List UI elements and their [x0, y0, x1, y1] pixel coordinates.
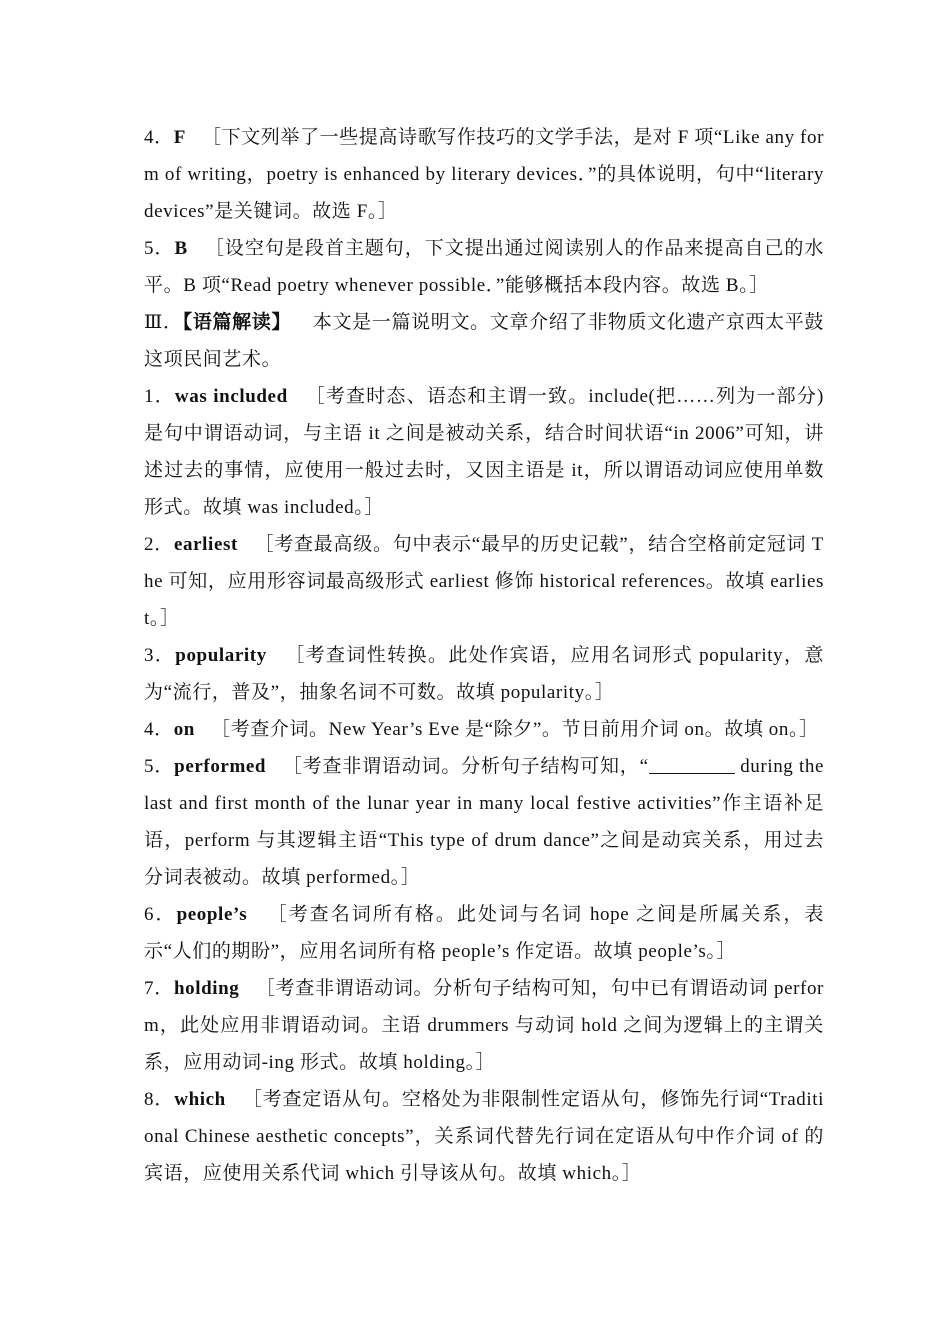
item-number: 3． — [144, 645, 176, 666]
answer-item-4 — [144, 711, 824, 748]
item-number: 6． — [144, 904, 177, 925]
answer-key-content — [144, 119, 824, 1192]
fill-blank-line — [649, 751, 735, 774]
section-summary: 本文是一篇说明文。文章介绍了非物质文化遗产京西太平鼓这项民间艺术。 — [144, 312, 824, 370]
item-number: 7． — [144, 978, 174, 999]
answer-item-p2-4 — [144, 119, 824, 230]
item-explanation: ［考查非谓语动词。分析句子结构可知，句中已有谓语动词 perform，此处应用非谓语动词。主语 drummers 与动词 hold 之间为逻辑上的主谓关系，应用动词-ing 形式。故填 holding。］ — [144, 978, 824, 1073]
item-number: 5． — [144, 238, 175, 259]
answer-item-8 — [144, 1081, 824, 1192]
item-answer: earliest — [174, 534, 238, 555]
item-answer: performed — [174, 756, 267, 777]
item-answer: holding — [173, 978, 240, 999]
item-answer: was included — [174, 386, 288, 407]
item-answer: people’s — [176, 904, 248, 925]
item-number: 5． — [144, 756, 175, 777]
item-answer: F — [173, 127, 186, 148]
item-explanation: ［考查介词。New Year’s Eve 是“除夕”。节日前用介词 on。故填 on。］ — [211, 719, 819, 740]
item-explanation: ［下文列举了一些提高诗歌写作技巧的文学手法，是对 F 项“Like any form of writing，poetry is enhanced by literary devices．”的具体说明，句中“literary devices”是关键词。故选 F。］ — [144, 127, 824, 222]
answer-item-p2-5 — [144, 230, 824, 304]
item-number: 1． — [144, 386, 175, 407]
item-number: 4． — [144, 719, 174, 740]
item-explanation-end: during the last and first month of the lunar year in many local festive activities”作主语补足语，perform 与其逻辑主语“This type of drum dance”之间是动宾关系，用过去分词表被动。故填 performed。］ — [144, 756, 824, 888]
item-answer: on — [173, 719, 195, 740]
section-intro — [144, 304, 824, 378]
section-heading: 【语篇解读】 — [182, 312, 292, 333]
item-answer: which — [174, 1089, 226, 1110]
answer-item-2 — [144, 526, 824, 637]
item-explanation: ［考查最高级。句中表示“最早的历史记载”，结合空格前定冠词 The 可知，应用形容词最高级形式 earliest 修饰 historical references。故填 earliest。］ — [144, 534, 824, 629]
item-explanation-start: ［考查非谓语动词。分析句子结构可知，“ — [282, 756, 649, 777]
item-number: 8． — [144, 1089, 175, 1110]
item-explanation: ［考查时态、语态和主谓一致。include(把……列为一部分)是句中谓语动词，与主语 it 之间是被动关系，结合时间状语“in 2006”可知，讲述过去的事情，应使用一般过去时，又因主语是 it，所以谓语动词应使用单数形式。故填 was included。］ — [144, 386, 824, 518]
answer-item-6 — [144, 896, 824, 970]
item-explanation: ［考查名词所有格。此处词与名词 hope 之间是所属关系，表示“人们的期盼”，应用名词所有格 people’s 作定语。故填 people’s。］ — [144, 904, 825, 962]
item-answer: B — [174, 238, 188, 259]
item-explanation: ［考查词性转换。此处作宾语，应用名词形式 popularity，意为“流行，普及”，抽象名词不可数。故填 popularity。］ — [144, 645, 824, 703]
item-explanation: ［设空句是段首主题句，下文提出通过阅读别人的作品来提高自己的水平。B 项“Read poetry whenever possible．”能够概括本段内容。故选 B。］ — [144, 238, 824, 296]
item-number: 4． — [144, 127, 174, 148]
answer-item-5 — [144, 748, 824, 896]
answer-item-1 — [144, 378, 824, 526]
answer-item-3 — [144, 637, 824, 711]
item-explanation: ［考查定语从句。空格处为非限制性定语从句，修饰先行词“Traditional Chinese aesthetic concepts”，关系词代替先行词在定语从句中作介词 of 的宾语，应使用关系代词 which 引导该从句。故填 which。］ — [144, 1089, 824, 1184]
item-number: 2． — [144, 534, 175, 555]
item-answer: popularity — [175, 645, 267, 666]
answer-item-7 — [144, 970, 824, 1081]
section-number: Ⅲ． — [144, 312, 183, 333]
